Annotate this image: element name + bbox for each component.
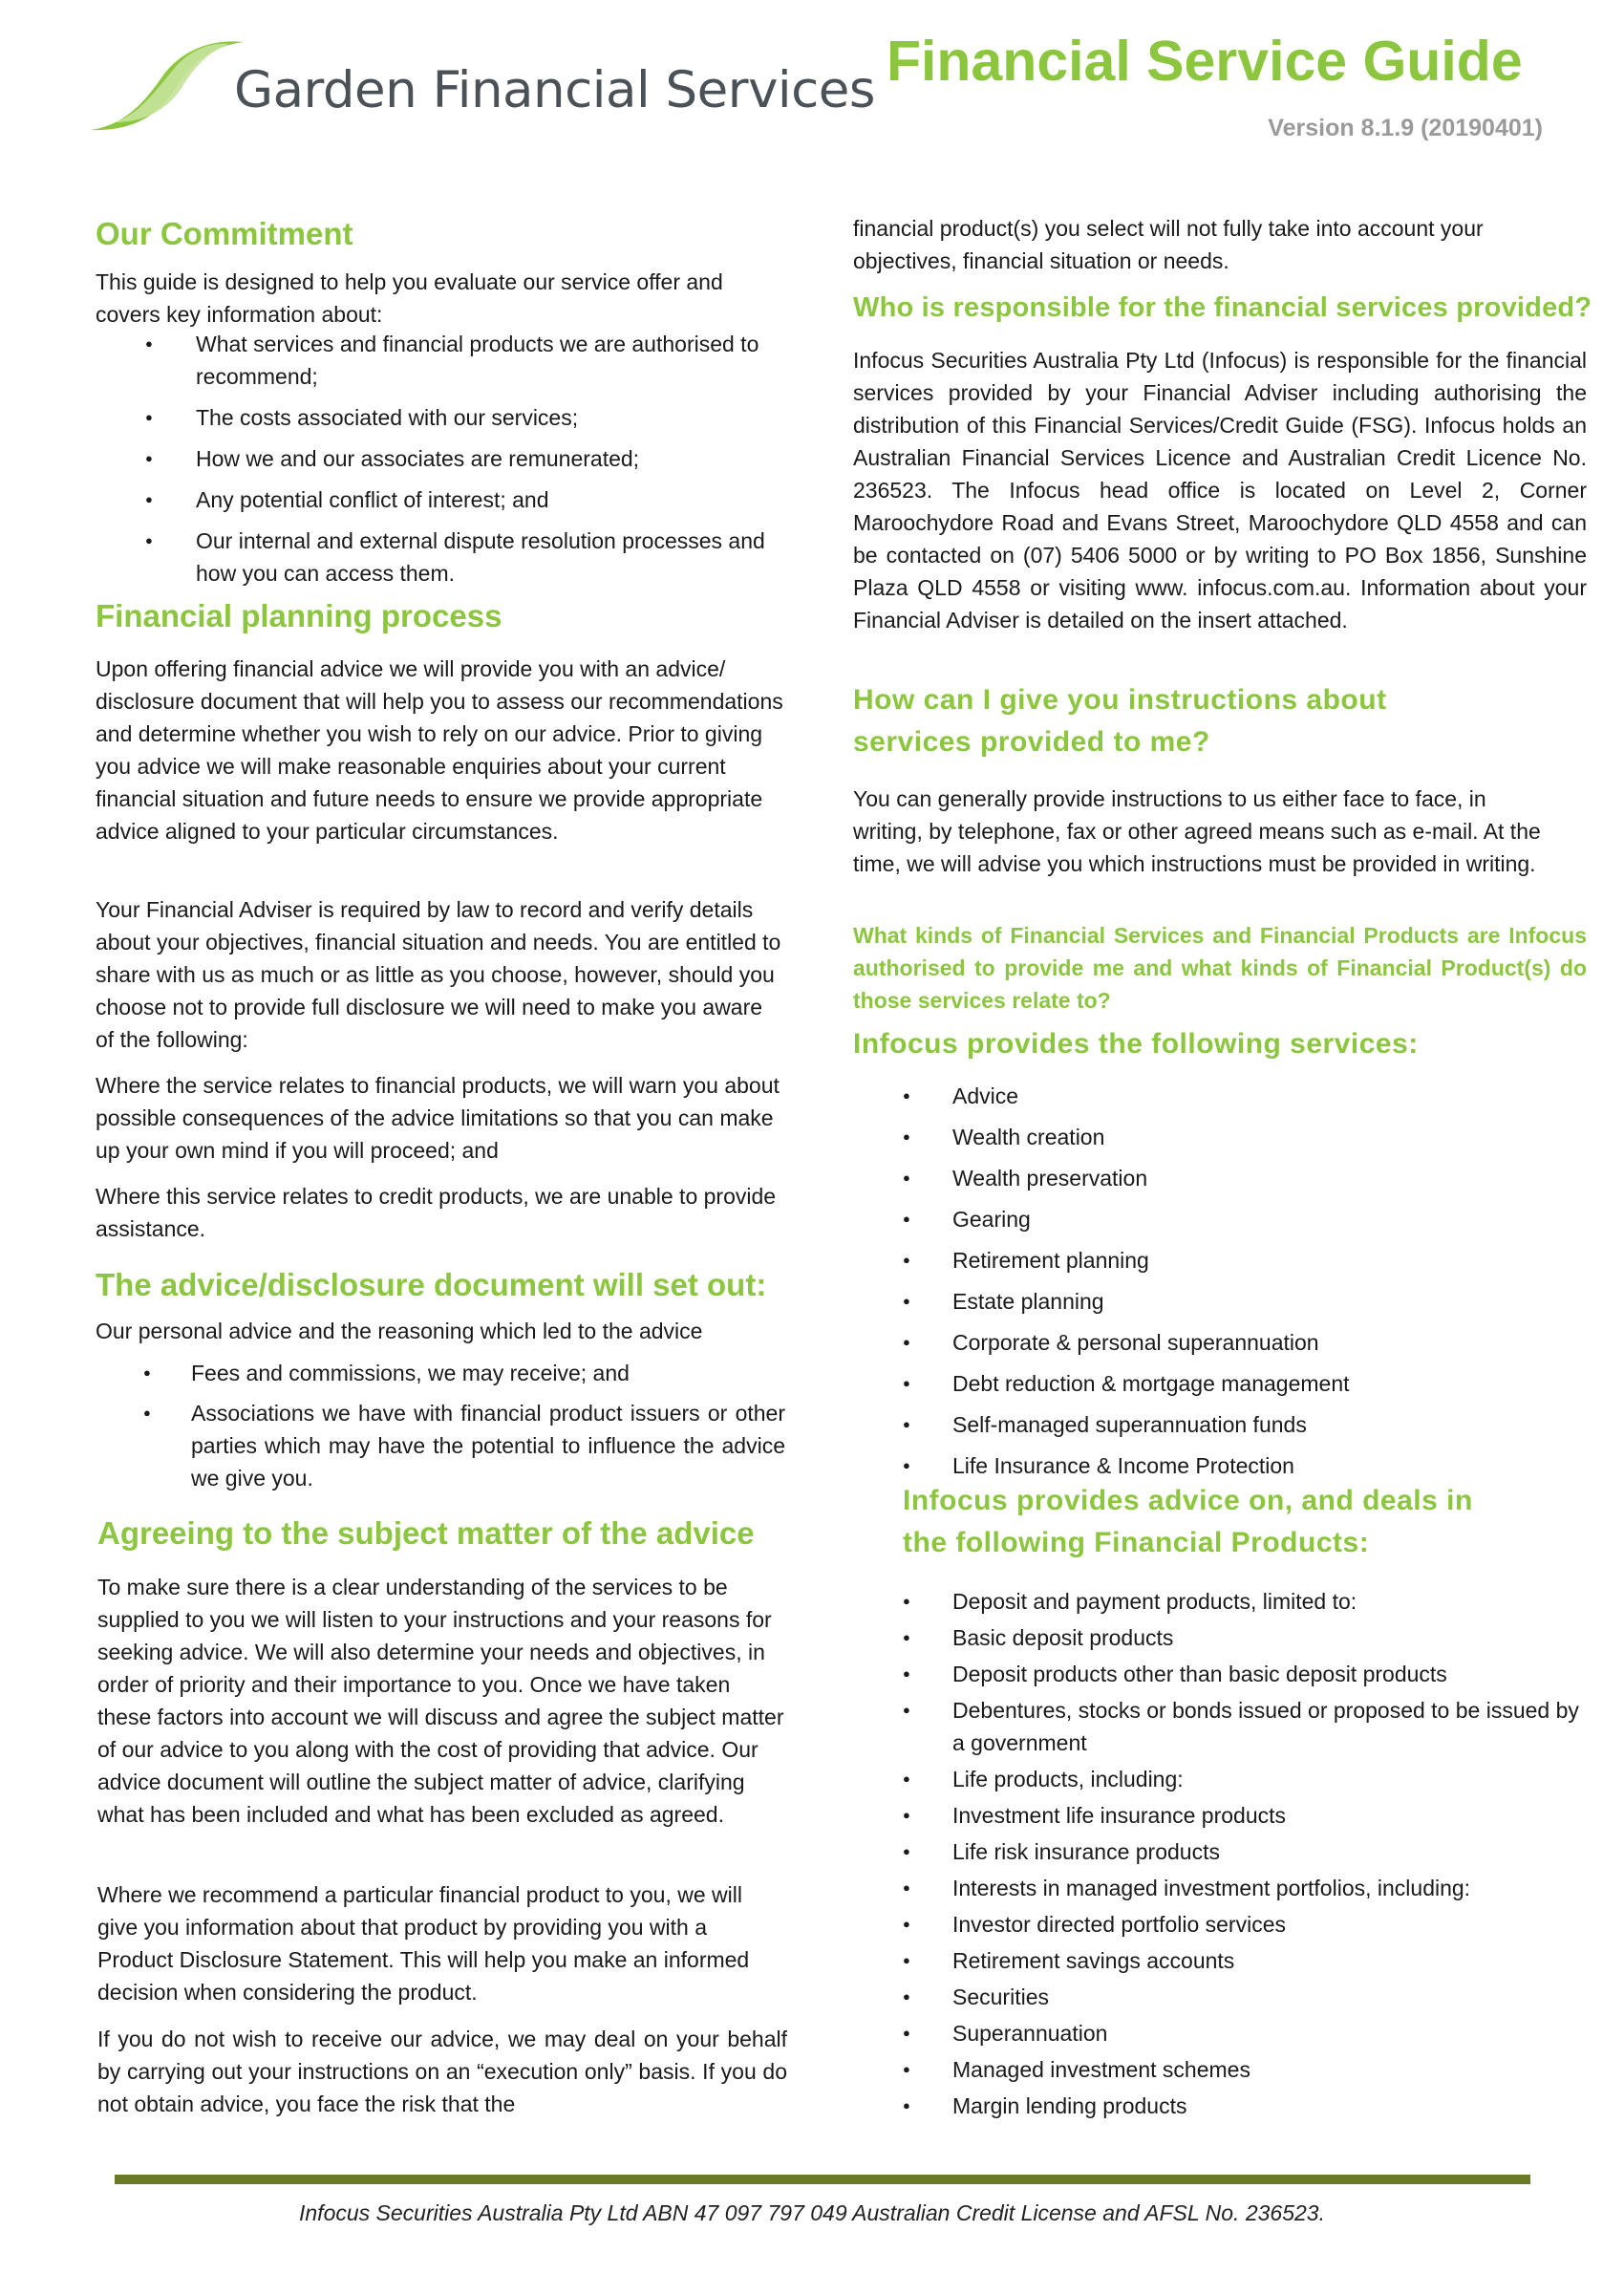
list-item-text: Deposit products other than basic deposit products — [952, 1662, 1447, 1686]
product-list-item — [903, 2053, 1587, 2086]
bullet-icon: ● — [143, 1405, 151, 1420]
commitment-list-item — [96, 525, 785, 590]
product-list-item — [903, 1763, 1587, 1795]
planning-paragraph-4: Where this service relates to credit products, we are unable to provide assistance. — [96, 1184, 777, 1241]
bullet-icon: ● — [903, 1376, 910, 1390]
list-item-text: Wealth preservation — [952, 1166, 1148, 1191]
list-item-text: Life risk insurance products — [952, 1839, 1220, 1864]
list-item-text: Managed investment schemes — [952, 2057, 1250, 2082]
product-list-item — [903, 1585, 1587, 1618]
bullet-icon: ● — [903, 2026, 910, 2040]
list-item-text: Securities — [952, 1984, 1049, 2009]
planning-paragraph-3: Where the service relates to financial products, we will warn you about possible consequences of the advice limitations so that you can make up your own mind if you will proceed; and — [96, 1073, 780, 1163]
list-item-text: Life products, including: — [952, 1767, 1184, 1791]
product-list-item — [903, 1944, 1587, 1977]
heading-products-line-1: Infocus provides advice on, and deals in — [903, 1485, 1473, 1516]
service-list-item — [903, 1326, 1571, 1359]
product-list-item — [903, 1658, 1587, 1690]
planning-paragraph-1: Upon offering financial advice we will provide you with an advice/ disclosure document that will help you to assess our recommendations and determine whether you wish to rely on our advice. Prior to giving you advice we will make reasonable enquiries about your current financial situation and future needs to ensure we provide appropriate advice aligned to your particular circumstances. — [96, 656, 783, 844]
bullet-icon: ● — [903, 1417, 910, 1431]
product-list-item — [903, 1872, 1587, 1904]
footer-text: Infocus Securities Australia Pty Ltd ABN 47 097 797 049 Australian Credit License and AFSL No. 236523. — [299, 2200, 1325, 2225]
commitment-list-item — [96, 442, 785, 475]
heading-products-line-2: the following Financial Products: — [903, 1527, 1370, 1558]
footer-rule — [115, 2175, 1530, 2184]
list-item-text: Retirement savings accounts — [952, 1948, 1235, 1973]
company-logo — [86, 34, 876, 139]
commitment-list-item — [96, 401, 785, 434]
heading-our-commitment: Our Commitment — [96, 216, 353, 251]
bullet-icon: ● — [903, 1294, 910, 1308]
product-list-item — [903, 1835, 1587, 1868]
bullet-icon: ● — [903, 1844, 910, 1858]
bullet-icon: ● — [903, 1703, 910, 1717]
list-item-text: Gearing — [952, 1207, 1031, 1232]
service-list-item — [903, 1408, 1571, 1441]
document-version: Version 8.1.9 (20190401) — [1268, 115, 1543, 141]
product-list-item — [903, 1694, 1587, 1759]
heading-instructions-line-2: services provided to me? — [853, 726, 1210, 758]
bullet-icon: ● — [903, 2062, 910, 2076]
commitment-intro: This guide is designed to help you evaluate our service offer and covers key information about: — [96, 269, 723, 327]
bullet-icon: ● — [903, 1170, 910, 1185]
commitment-list-item — [96, 483, 785, 516]
list-item-text: Our internal and external dispute resolution processes and how you can access them. — [196, 528, 765, 586]
brand-name: Garden Financial Services — [234, 61, 876, 119]
service-list-item — [903, 1285, 1571, 1318]
list-item-text: How we and our associates are remunerated; — [196, 446, 640, 471]
list-item-text: Fees and commissions, we may receive; and — [191, 1361, 630, 1385]
products-list — [903, 1585, 1587, 2126]
list-item-text: Estate planning — [952, 1289, 1104, 1314]
list-item-text: Investor directed portfolio services — [952, 1912, 1286, 1937]
list-item-text: Retirement planning — [952, 1248, 1149, 1273]
list-item-text: Deposit and payment products, limited to: — [952, 1589, 1357, 1614]
bullet-icon: ● — [903, 1088, 910, 1103]
list-item-text: Basic deposit products — [952, 1625, 1174, 1650]
bullet-icon: ● — [145, 492, 153, 506]
services-list — [903, 1080, 1571, 1491]
agree-paragraph-3: If you do not wish to receive our advice, we may deal on your behalf by carrying out your instructions on an “execution only” basis. If you do not obtain advice, you face the risk that the — [97, 2027, 787, 2116]
product-list-item — [903, 2017, 1587, 2049]
service-list-item — [903, 1367, 1571, 1400]
list-item-text: Self-managed superannuation funds — [952, 1412, 1307, 1437]
product-list-item — [903, 1799, 1587, 1832]
list-item-text: What services and financial products we are authorised to recommend; — [196, 332, 759, 389]
list-item-text: Corporate & personal superannuation — [952, 1330, 1319, 1355]
bullet-icon: ● — [145, 451, 153, 465]
bullet-icon: ● — [903, 1458, 910, 1472]
instructions-paragraph: You can generally provide instructions to us either face to face, in writing, by telephone, fax or other agreed means such as e-mail. At the time, we will advise you which instructions must be provided in writing. — [853, 786, 1541, 876]
service-list-item — [903, 1203, 1571, 1235]
heading-advice-document: The advice/disclosure document will set out: — [96, 1267, 767, 1302]
agree-paragraph-2: Where we recommend a particular financial product to you, we will give you information about that product by providing you with a Product Disclosure Statement. This will help you make an informed decision when considering the product. — [97, 1882, 750, 2005]
service-list-item — [903, 1162, 1571, 1194]
list-item-text: Any potential conflict of interest; and — [196, 487, 549, 512]
bullet-icon: ● — [903, 1989, 910, 2004]
heading-who-is-responsible: Who is responsible for the financial services provided? — [853, 292, 1592, 323]
list-item-text: Superannuation — [952, 2021, 1108, 2046]
heading-services-list: Infocus provides the following services: — [853, 1028, 1419, 1060]
service-list-item — [903, 1080, 1571, 1112]
heading-agreeing-subject-matter: Agreeing to the subject matter of the advice — [97, 1515, 755, 1551]
product-list-item — [903, 2090, 1587, 2122]
agree-paragraph-1: To make sure there is a clear understanding of the services to be supplied to you we will listen to your instructions and your reasons for seeking advice. We will also determine your needs and objectives, in order of priority and their importance to you. Once we have taken these factors into account we will discuss and agree the subject matter of our advice to you along with the cost of providing that advice. Our advice document will outline the subject matter of advice, clarifying what has been included and what has been excluded as agreed. — [97, 1575, 784, 1827]
heading-instructions-line-1: How can I give you instructions about — [853, 684, 1387, 716]
bullet-icon: ● — [903, 1630, 910, 1644]
bullet-icon: ● — [903, 1953, 910, 1967]
list-item-text: Life Insurance & Income Protection — [952, 1453, 1294, 1478]
bullet-icon: ● — [903, 1917, 910, 1931]
commitment-list — [96, 328, 785, 598]
bullet-icon: ● — [145, 410, 153, 424]
bullet-icon: ● — [903, 1129, 910, 1144]
list-item-text: Advice — [952, 1083, 1019, 1108]
advice-document-list — [96, 1357, 785, 1502]
bullet-icon: ● — [903, 1335, 910, 1349]
advice-document-intro: Our personal advice and the reasoning which led to the advice — [96, 1319, 703, 1343]
list-item-text: Associations we have with financial product issuers or other parties which may have the potential to influence the advice we give you. — [191, 1401, 785, 1491]
commitment-list-item — [96, 328, 785, 393]
heading-kinds-of-services: What kinds of Financial Services and Financial Products are Infocus authorised to provide me and what kinds of Financial Product(s) do those services relate to? — [853, 923, 1587, 1013]
list-item-text: Margin lending products — [952, 2093, 1187, 2118]
bullet-icon: ● — [903, 2098, 910, 2113]
bullet-icon: ● — [145, 533, 153, 547]
product-list-item — [903, 1621, 1587, 1654]
bullet-icon: ● — [903, 1212, 910, 1226]
list-item-text: Wealth creation — [952, 1125, 1105, 1149]
list-item-text: Interests in managed investment portfolios, including: — [952, 1876, 1471, 1900]
service-list-item — [903, 1121, 1571, 1153]
document-title: Financial Service Guide — [887, 30, 1523, 93]
continued-paragraph: financial product(s) you select will not fully take into account your objectives, financial situation or needs. — [853, 216, 1484, 273]
bullet-icon: ● — [903, 1880, 910, 1895]
service-list-item — [903, 1449, 1571, 1482]
responsible-paragraph: Infocus Securities Australia Pty Ltd (Infocus) is responsible for the financial services provided by your Financial Adviser including authorising the distribution of this Financial Services/Credit Guide (FSG). Infocus holds an Australian Financial Services Licence and Australian Credit Licence No. 236523. The Infocus head office is located on Level 2, Corner Maroochydore Road and Evans Street, Maroochydore QLD 4558 and can be contacted on (07) 5406 5000 or by writing to PO Box 1856, Sunshine Plaza QLD 4558 or visiting www. infocus.com.au. Information about your Financial Adviser is detailed on the insert attached. — [853, 348, 1587, 633]
bullet-icon: ● — [903, 1594, 910, 1608]
advice-document-list-item — [96, 1357, 785, 1389]
list-item-text: The costs associated with our services; — [196, 405, 579, 430]
heading-financial-planning: Financial planning process — [96, 598, 502, 633]
bullet-icon: ● — [903, 1771, 910, 1786]
list-item-text: Debt reduction & mortgage management — [952, 1371, 1350, 1396]
bullet-icon: ● — [145, 336, 153, 351]
bullet-icon: ● — [143, 1365, 151, 1380]
bullet-icon: ● — [903, 1666, 910, 1681]
list-item-text: Investment life insurance products — [952, 1803, 1287, 1828]
planning-paragraph-2: Your Financial Adviser is required by law to record and verify details about your objectives, financial situation and needs. You are entitled to share with us as much or as little as you choose, however, should you choose not to provide full disclosure we will need to make you aware of the following: — [96, 897, 781, 1052]
bullet-icon: ● — [903, 1808, 910, 1822]
list-item-text: Debentures, stocks or bonds issued or proposed to be issued by a government — [952, 1698, 1579, 1755]
product-list-item — [903, 1908, 1587, 1941]
bullet-icon: ● — [903, 1253, 910, 1267]
product-list-item — [903, 1981, 1587, 2013]
advice-document-list-item — [96, 1397, 785, 1494]
service-list-item — [903, 1244, 1571, 1276]
leaf-swoosh-icon — [86, 34, 248, 139]
